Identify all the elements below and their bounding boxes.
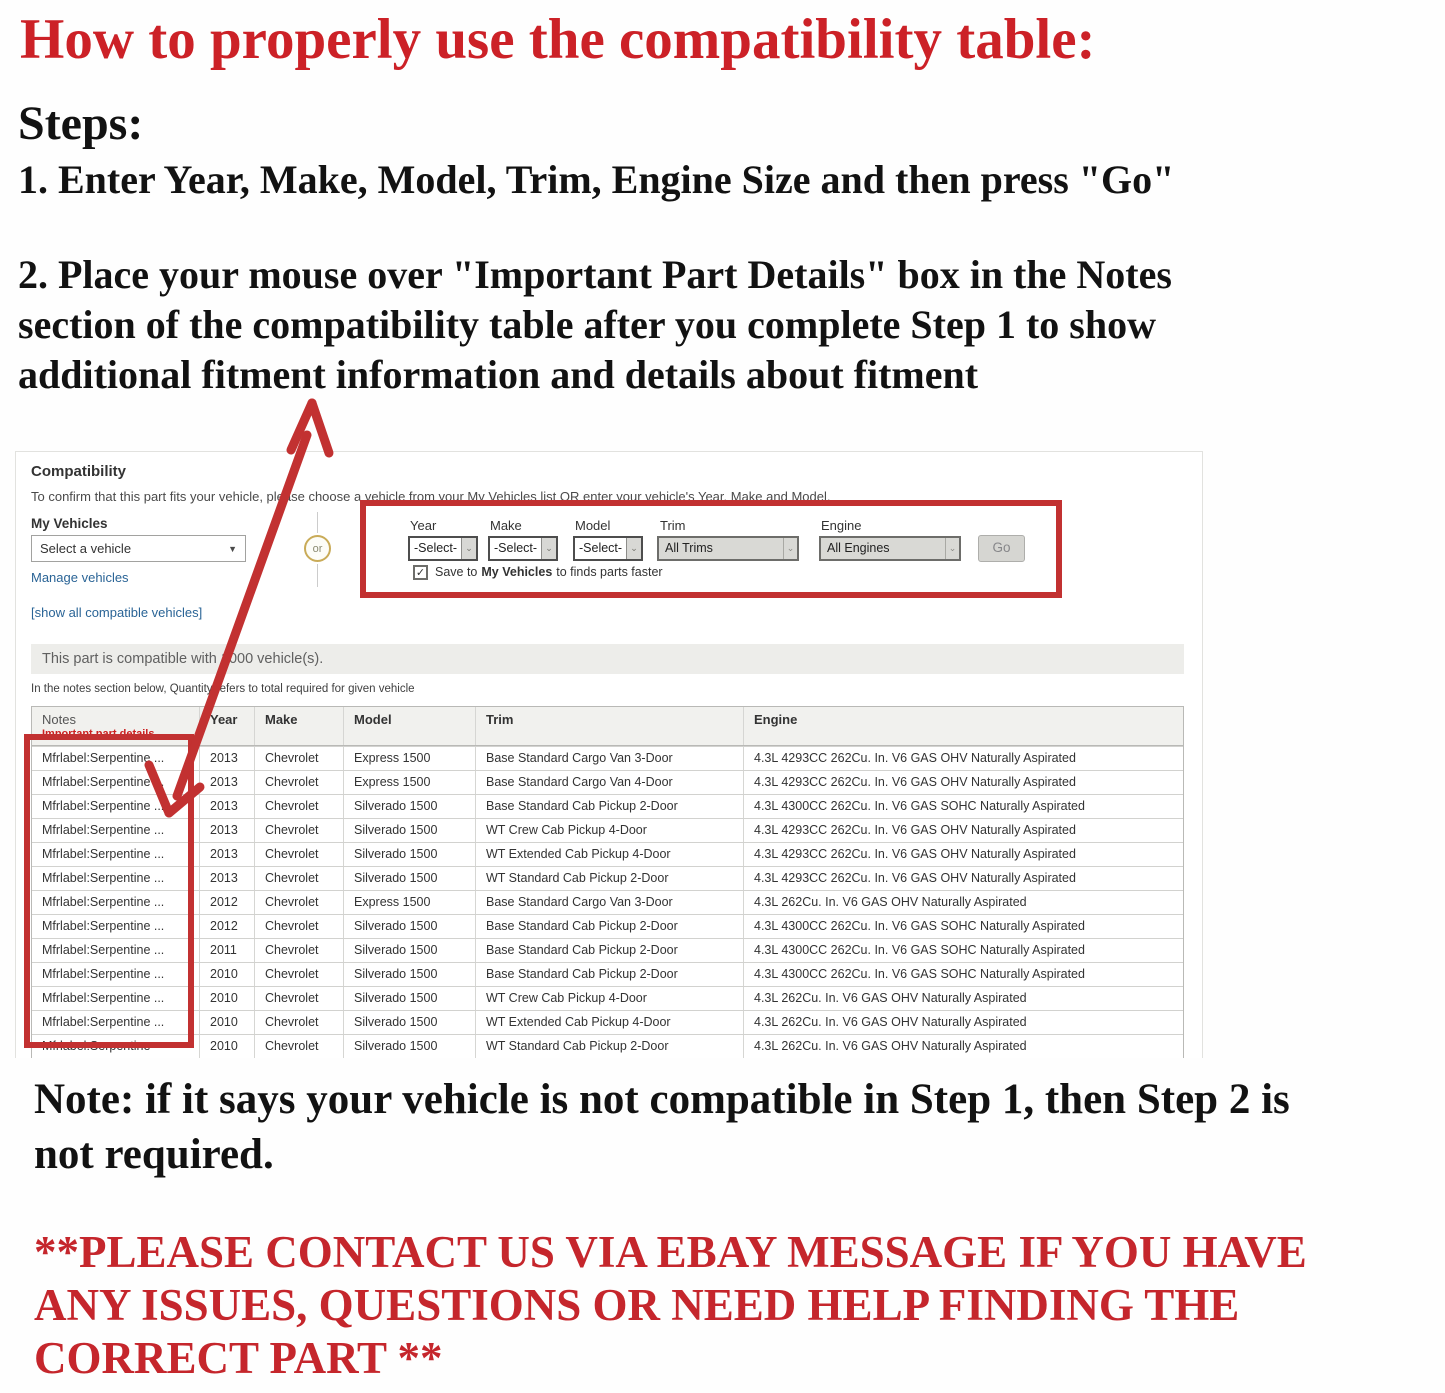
vehicle-select-value: Select a vehicle: [40, 541, 132, 556]
col-header-model: Model: [343, 707, 475, 745]
save-label-bold: My Vehicles: [481, 565, 553, 579]
notes-cell[interactable]: Mfrlabel:Serpentine ...: [42, 871, 165, 885]
model-cell: Silverado 1500: [343, 987, 475, 1010]
table-row: [32, 890, 1183, 914]
or-divider-line-bottom: [317, 564, 318, 587]
compatible-count-banner: This part is compatible with 1000 vehicle(s).: [31, 644, 1184, 674]
manage-vehicles-link[interactable]: Manage vehicles: [31, 570, 129, 585]
engine-cell: 4.3L 4293CC 262Cu. In. V6 GAS OHV Naturally Aspirated: [743, 843, 1183, 866]
table-header-row: [32, 707, 1183, 746]
notes-cell[interactable]: Mfrlabel:Serpentine ...: [42, 823, 165, 837]
table-row: [32, 794, 1183, 818]
trim-cell: Base Standard Cargo Van 3-Door: [475, 747, 743, 770]
contact-line-1: **PLEASE CONTACT US VIA EBAY MESSAGE IF YOU HAVE: [34, 1227, 1307, 1277]
arrow-head-top-left-barb: [291, 403, 312, 450]
engine-cell: 4.3L 4300CC 262Cu. In. V6 GAS SOHC Naturally Aspirated: [743, 915, 1183, 938]
table-row: [32, 866, 1183, 890]
save-label-prefix: Save to: [435, 565, 478, 579]
year-select[interactable]: [408, 536, 478, 561]
make-cell: Chevrolet: [254, 819, 343, 842]
model-cell: Silverado 1500: [343, 1011, 475, 1034]
model-label: Model: [575, 518, 611, 533]
engine-cell: 4.3L 4293CC 262Cu. In. V6 GAS OHV Naturally Aspirated: [743, 867, 1183, 890]
year-cell: 2012: [199, 915, 254, 938]
engine-select[interactable]: [819, 536, 961, 561]
year-label: Year: [410, 518, 437, 533]
make-cell: Chevrolet: [254, 891, 343, 914]
show-all-compatible-vehicles-link[interactable]: [show all compatible vehicles]: [31, 605, 203, 620]
year-cell: 2013: [199, 771, 254, 794]
col-header-engine: Engine: [743, 707, 1183, 745]
model-cell: Silverado 1500: [343, 915, 475, 938]
save-checkbox-label: [435, 565, 663, 579]
note-line-2: not required.: [34, 1131, 274, 1178]
make-cell: Chevrolet: [254, 987, 343, 1010]
notes-cell[interactable]: Mfrlabel:Serpentine ...: [42, 775, 165, 789]
col-header-trim: Trim: [475, 707, 743, 745]
steps-heading: Steps:: [18, 97, 144, 150]
engine-cell: 4.3L 262Cu. In. V6 GAS OHV Naturally Aspirated: [743, 891, 1183, 914]
engine-cell: 4.3L 4300CC 262Cu. In. V6 GAS SOHC Naturally Aspirated: [743, 963, 1183, 986]
year-cell: 2013: [199, 819, 254, 842]
model-cell: Express 1500: [343, 771, 475, 794]
model-cell: Express 1500: [343, 747, 475, 770]
step-2-text: [18, 250, 1358, 400]
table-row: [32, 962, 1183, 986]
table-row: [32, 746, 1183, 770]
engine-cell: 4.3L 4300CC 262Cu. In. V6 GAS SOHC Naturally Aspirated: [743, 939, 1183, 962]
chevron-down-icon: ⌄: [541, 538, 556, 559]
table-row: [32, 986, 1183, 1010]
my-vehicles-label: My Vehicles: [31, 516, 108, 531]
table-row: [32, 842, 1183, 866]
year-select-value: -Select-: [414, 541, 458, 555]
trim-select[interactable]: [657, 536, 799, 561]
checkbox-check-icon: ✓: [415, 566, 426, 579]
model-cell: Silverado 1500: [343, 963, 475, 986]
notes-cell[interactable]: Mfrlabel:Serpentine ...: [42, 847, 165, 861]
notes-hint-text: In the notes section below, Quantity refers to total required for given vehicle: [31, 683, 415, 695]
engine-cell: 4.3L 262Cu. In. V6 GAS OHV Naturally Aspirated: [743, 1035, 1183, 1058]
page-title: How to properly use the compatibility table:: [20, 8, 1096, 71]
notes-cell[interactable]: Mfrlabel:Serpentine: [42, 1039, 151, 1053]
trim-label: Trim: [660, 518, 686, 533]
compatibility-heading: Compatibility: [31, 463, 127, 480]
notes-cell[interactable]: Mfrlabel:Serpentine ...: [42, 991, 165, 1005]
save-checkbox[interactable]: [413, 565, 428, 580]
important-part-details-label[interactable]: Important part details: [42, 728, 155, 740]
table-body: [32, 746, 1183, 1058]
model-cell: Express 1500: [343, 891, 475, 914]
compatibility-table: [31, 706, 1184, 1058]
note-text: [34, 1072, 1290, 1182]
make-cell: Chevrolet: [254, 867, 343, 890]
trim-cell: WT Standard Cab Pickup 2-Door: [475, 1035, 743, 1058]
table-row: [32, 770, 1183, 794]
trim-cell: Base Standard Cab Pickup 2-Door: [475, 939, 743, 962]
chevron-down-icon: ⌄: [461, 538, 476, 559]
or-badge: or: [304, 535, 331, 562]
or-divider-line-top: [317, 512, 318, 533]
model-cell: Silverado 1500: [343, 795, 475, 818]
model-cell: Silverado 1500: [343, 843, 475, 866]
save-to-my-vehicles-row: [413, 564, 663, 580]
make-cell: Chevrolet: [254, 963, 343, 986]
table-row: [32, 938, 1183, 962]
notes-cell[interactable]: Mfrlabel:Serpentine ...: [42, 799, 165, 813]
trim-cell: Base Standard Cargo Van 3-Door: [475, 891, 743, 914]
trim-cell: WT Crew Cab Pickup 4-Door: [475, 819, 743, 842]
year-cell: 2012: [199, 891, 254, 914]
notes-header-label: Notes: [42, 712, 76, 727]
step-2-line-2: section of the compatibility table after you complete Step 1 to show: [18, 302, 1157, 347]
engine-cell: 4.3L 262Cu. In. V6 GAS OHV Naturally Aspirated: [743, 987, 1183, 1010]
model-cell: Silverado 1500: [343, 867, 475, 890]
year-cell: 2010: [199, 1011, 254, 1034]
year-cell: 2013: [199, 843, 254, 866]
engine-label: Engine: [821, 518, 862, 533]
make-select[interactable]: [488, 536, 558, 561]
notes-cell[interactable]: Mfrlabel:Serpentine ...: [42, 1015, 165, 1029]
col-header-notes: [32, 707, 199, 745]
model-select[interactable]: [573, 536, 643, 561]
engine-select-value: All Engines: [827, 541, 890, 555]
contact-line-2: ANY ISSUES, QUESTIONS OR NEED HELP FINDING THE: [34, 1280, 1240, 1330]
engine-cell: 4.3L 4300CC 262Cu. In. V6 GAS SOHC Naturally Aspirated: [743, 795, 1183, 818]
notes-cell[interactable]: Mfrlabel:Serpentine ...: [42, 967, 165, 981]
step-2-line-3: additional fitment information and details about fitment: [18, 352, 979, 397]
trim-cell: Base Standard Cab Pickup 2-Door: [475, 963, 743, 986]
col-header-make: Make: [254, 707, 343, 745]
chevron-down-icon: ⌄: [626, 538, 641, 559]
year-cell: 2011: [199, 939, 254, 962]
make-cell: Chevrolet: [254, 771, 343, 794]
compatibility-widget: [15, 451, 1203, 1058]
model-cell: Silverado 1500: [343, 939, 475, 962]
step-1-text: 1. Enter Year, Make, Model, Trim, Engine Size and then press "Go": [18, 157, 1175, 202]
trim-cell: WT Crew Cab Pickup 4-Door: [475, 987, 743, 1010]
model-cell: Silverado 1500: [343, 819, 475, 842]
make-cell: Chevrolet: [254, 843, 343, 866]
model-cell: Silverado 1500: [343, 1035, 475, 1058]
engine-cell: 4.3L 4293CC 262Cu. In. V6 GAS OHV Naturally Aspirated: [743, 771, 1183, 794]
make-select-value: -Select-: [494, 541, 538, 555]
make-label: Make: [490, 518, 522, 533]
trim-cell: WT Extended Cab Pickup 4-Door: [475, 1011, 743, 1034]
notes-cell[interactable]: Mfrlabel:Serpentine ...: [42, 751, 165, 765]
table-row: [32, 914, 1183, 938]
trim-cell: Base Standard Cab Pickup 2-Door: [475, 915, 743, 938]
trim-select-value: All Trims: [665, 541, 713, 555]
year-cell: 2013: [199, 795, 254, 818]
engine-cell: 4.3L 262Cu. In. V6 GAS OHV Naturally Aspirated: [743, 1011, 1183, 1034]
col-header-year: Year: [199, 707, 254, 745]
vehicle-select-dropdown[interactable]: [31, 535, 246, 562]
note-line-1: Note: if it says your vehicle is not compatible in Step 1, then Step 2 is: [34, 1076, 1290, 1123]
make-cell: Chevrolet: [254, 1011, 343, 1034]
chevron-down-icon: ⌄: [783, 538, 797, 559]
trim-cell: WT Standard Cab Pickup 2-Door: [475, 867, 743, 890]
chevron-down-icon: ⌄: [945, 538, 959, 559]
year-cell: 2010: [199, 987, 254, 1010]
year-cell: 2010: [199, 963, 254, 986]
notes-cell[interactable]: Mfrlabel:Serpentine ...: [42, 895, 165, 909]
notes-cell[interactable]: Mfrlabel:Serpentine ...: [42, 943, 165, 957]
table-row: [32, 1034, 1183, 1058]
engine-cell: 4.3L 4293CC 262Cu. In. V6 GAS OHV Naturally Aspirated: [743, 747, 1183, 770]
trim-cell: Base Standard Cargo Van 4-Door: [475, 771, 743, 794]
make-cell: Chevrolet: [254, 747, 343, 770]
year-cell: 2013: [199, 747, 254, 770]
trim-cell: Base Standard Cab Pickup 2-Door: [475, 795, 743, 818]
dropdown-arrow-icon: ▼: [228, 543, 237, 554]
make-cell: Chevrolet: [254, 1035, 343, 1058]
trim-cell: WT Extended Cab Pickup 4-Door: [475, 843, 743, 866]
make-cell: Chevrolet: [254, 915, 343, 938]
compatibility-description: To confirm that this part fits your vehicle, please choose a vehicle from your My Vehicles list OR enter your vehicle's Year, Make and Model.: [31, 489, 831, 504]
table-row: [32, 818, 1183, 842]
year-cell: 2013: [199, 867, 254, 890]
contact-text: [34, 1226, 1307, 1385]
save-label-suffix: to finds parts faster: [556, 565, 663, 579]
notes-cell[interactable]: Mfrlabel:Serpentine ...: [42, 919, 165, 933]
model-select-value: -Select-: [579, 541, 623, 555]
engine-cell: 4.3L 4293CC 262Cu. In. V6 GAS OHV Naturally Aspirated: [743, 819, 1183, 842]
year-cell: 2010: [199, 1035, 254, 1058]
arrow-head-top-right-barb: [312, 403, 329, 453]
make-cell: Chevrolet: [254, 795, 343, 818]
step-2-line-1: 2. Place your mouse over "Important Part Details" box in the Notes: [18, 252, 1172, 297]
go-button[interactable]: Go: [978, 535, 1025, 562]
make-cell: Chevrolet: [254, 939, 343, 962]
contact-line-3: CORRECT PART **: [34, 1333, 443, 1383]
table-row: [32, 1010, 1183, 1034]
